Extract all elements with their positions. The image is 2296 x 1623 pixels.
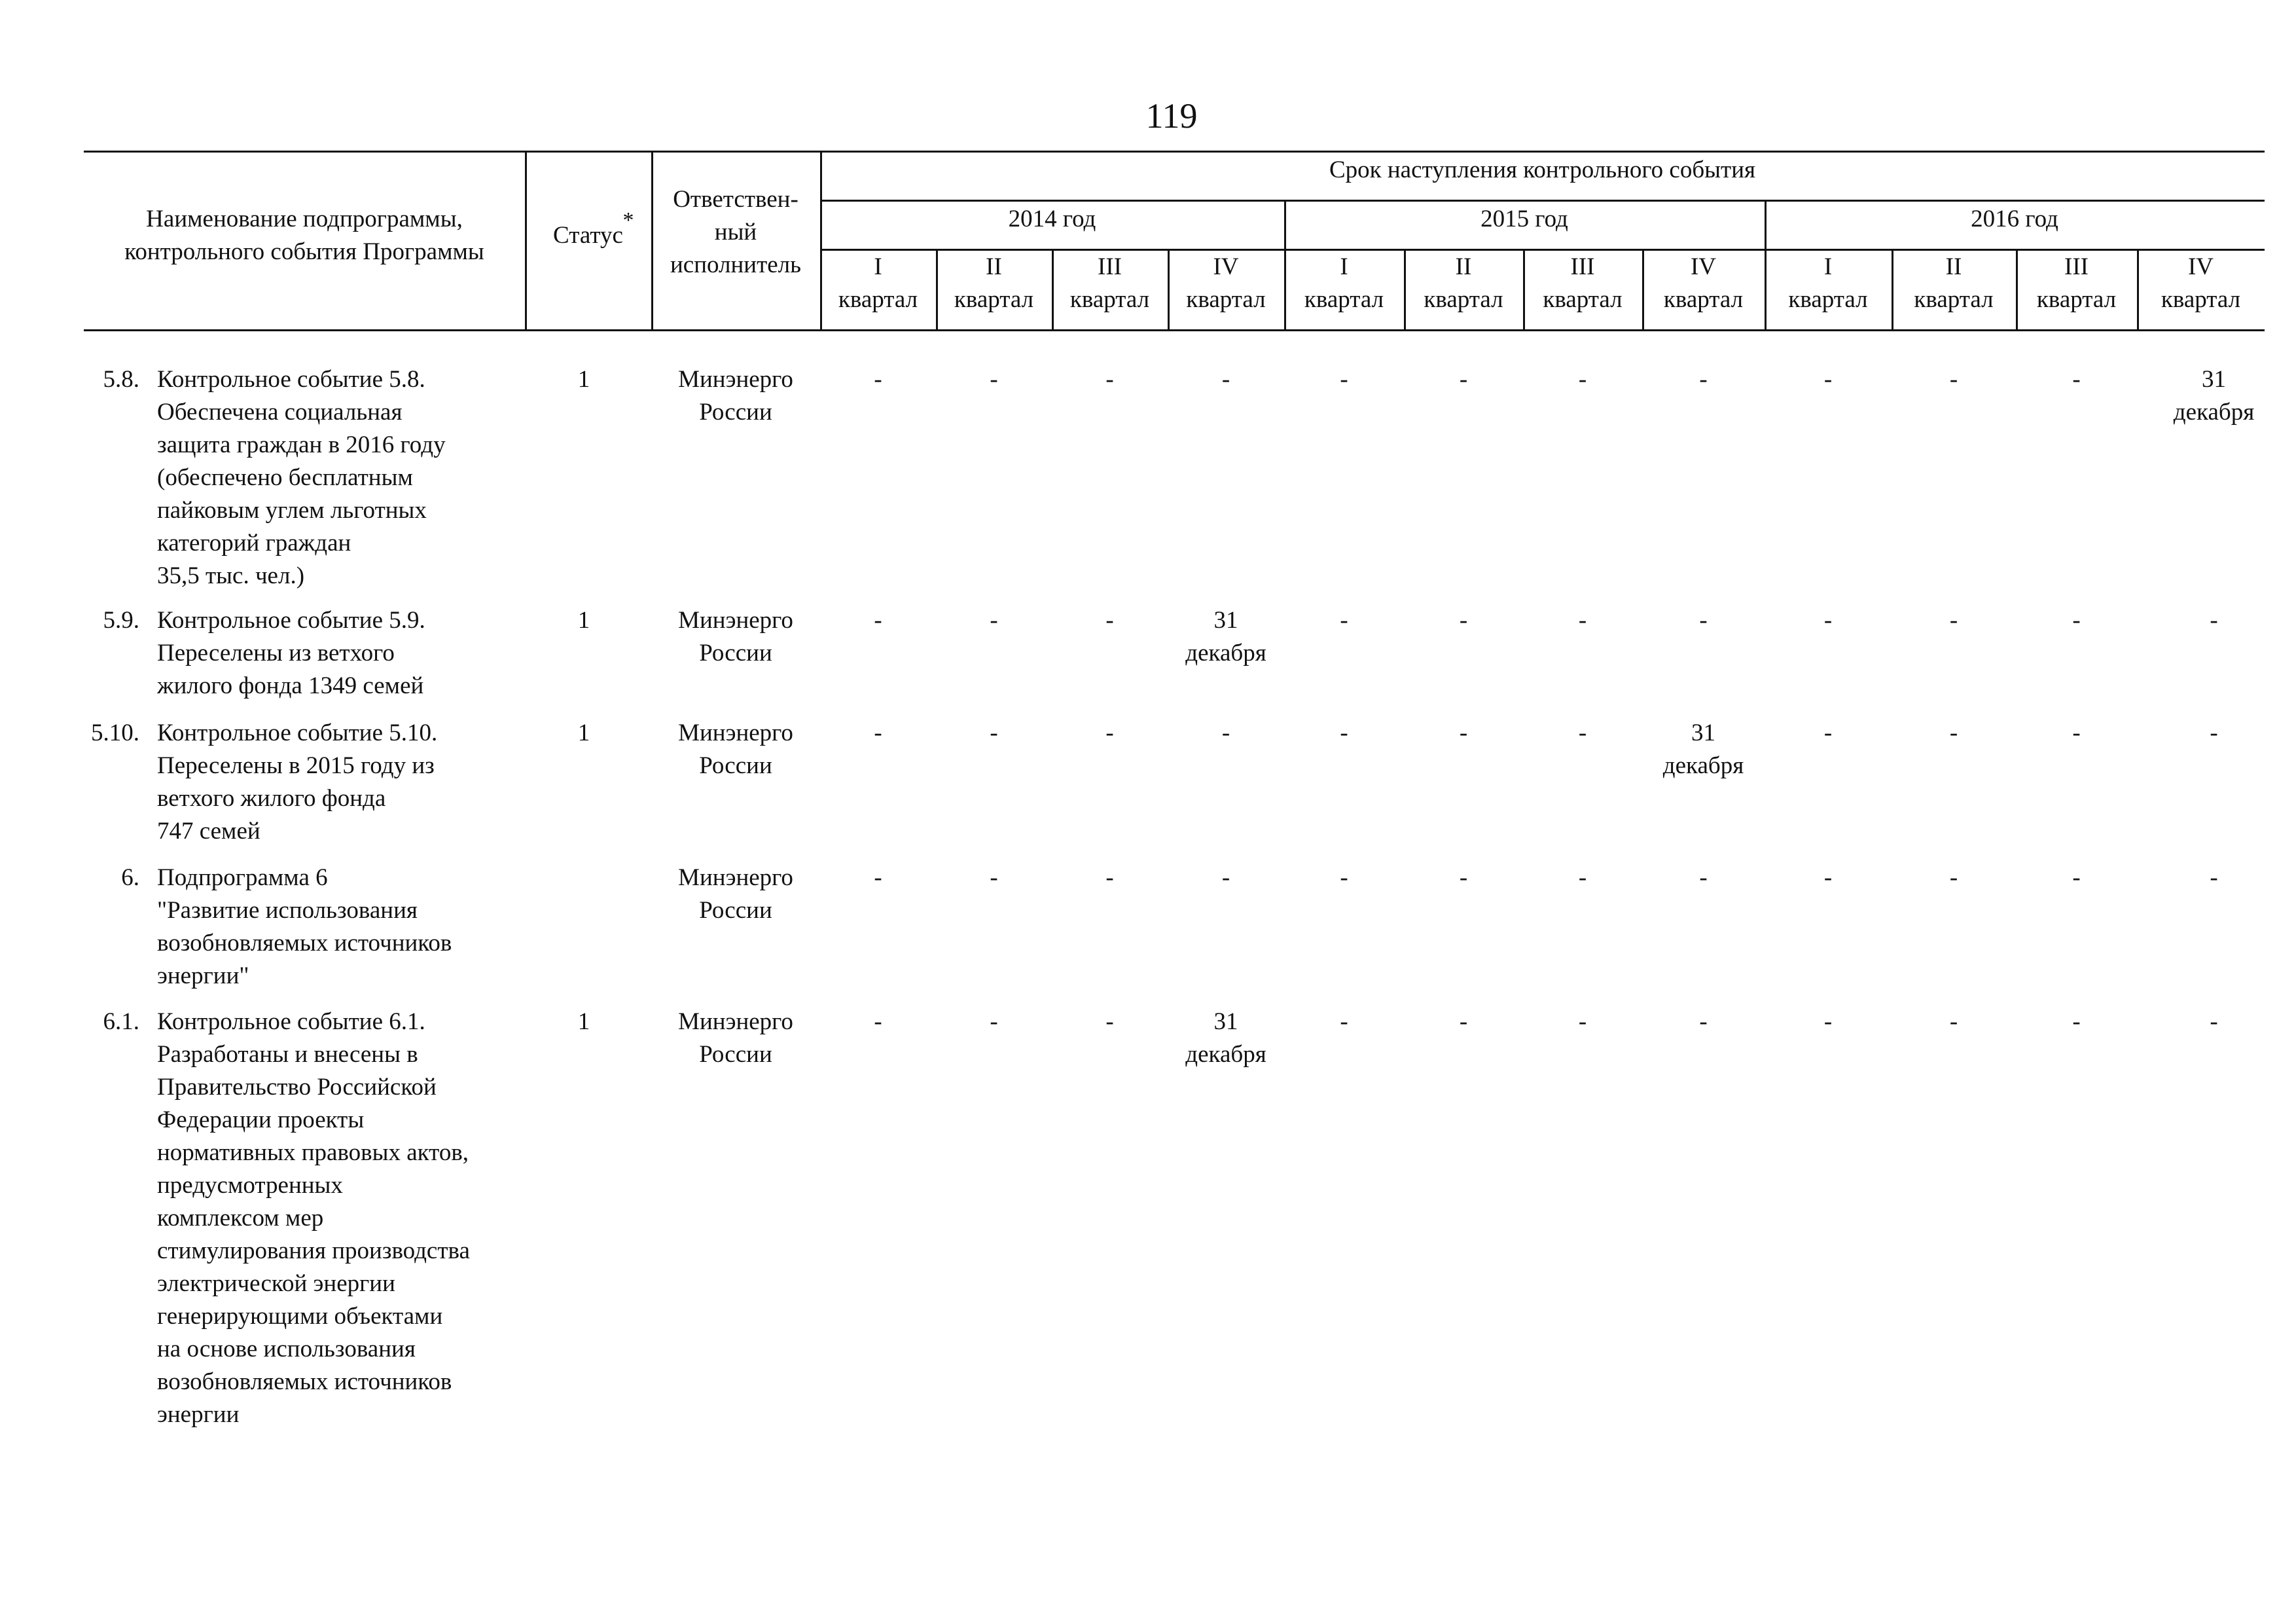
quarter-label: квартал <box>1304 286 1384 313</box>
event-name-line: "Развитие использования <box>157 897 418 924</box>
event-name-line: 35,5 тыс. чел.) <box>157 562 305 589</box>
executor-value: России <box>699 640 772 666</box>
deadline-dash: - <box>1823 720 1833 746</box>
quarter-label: квартал <box>1914 286 1994 313</box>
deadline-date: декабря <box>1185 1041 1266 1068</box>
deadline-dash: - <box>874 1008 882 1035</box>
deadline-dash: - <box>1459 864 1468 891</box>
row-number: 6.1. <box>103 1008 139 1035</box>
quarter-numeral: II <box>1455 253 1472 280</box>
deadline-dash: - <box>1949 1008 1958 1035</box>
deadline-dash: - <box>1949 607 1958 634</box>
deadline-dash: - <box>1823 1008 1833 1035</box>
event-name-line: (обеспечено бесплатным <box>157 464 413 491</box>
deadline-dash: - <box>2210 607 2218 634</box>
header-top-rule <box>84 151 2265 153</box>
year-header: 2014 год <box>1008 206 1096 232</box>
event-name-line: возобновляемых источников <box>157 1368 452 1395</box>
deadline-dash: - <box>1340 1008 1348 1035</box>
status-value: 1 <box>577 1008 590 1035</box>
deadline-dash: - <box>990 607 998 634</box>
row-number: 5.10. <box>91 720 139 746</box>
quarter-numeral: III <box>1570 253 1595 280</box>
deadline-dash: - <box>1949 366 1958 393</box>
executor-column-header: Ответствен- <box>673 186 798 213</box>
deadline-dash: - <box>1459 366 1468 393</box>
executor-column-header: исполнитель <box>670 251 802 278</box>
deadline-dash: - <box>1221 366 1230 393</box>
deadline-date: 31 <box>1213 1008 1238 1035</box>
quarter-label: квартал <box>1069 286 1150 313</box>
quarter-numeral: II <box>1945 253 1962 280</box>
deadline-header: Срок наступления контрольного события <box>1329 156 1756 183</box>
deadline-dash: - <box>1105 1008 1114 1035</box>
deadline-dash: - <box>1340 366 1348 393</box>
deadline-dash: - <box>1823 864 1833 891</box>
deadline-date: декабря <box>1185 640 1266 666</box>
deadline-dash: - <box>990 1008 998 1035</box>
quarter-label: квартал <box>954 286 1034 313</box>
deadline-dash: - <box>1459 607 1468 634</box>
status-value: 1 <box>577 366 590 393</box>
quarter-label: квартал <box>2161 286 2241 313</box>
deadline-dash: - <box>2210 864 2218 891</box>
deadline-dash: - <box>1699 607 1708 634</box>
executor-value: России <box>699 752 772 779</box>
executor-value: России <box>699 1041 772 1068</box>
executor-value: России <box>699 897 772 924</box>
executor-value: Минэнерго <box>678 1008 793 1035</box>
executor-column-header: ный <box>714 219 757 246</box>
event-name-line: Контрольное событие 6.1. <box>157 1008 425 1035</box>
deadline-dash: - <box>2072 864 2081 891</box>
deadline-dash: - <box>1823 607 1833 634</box>
deadline-date: 31 <box>1691 720 1715 746</box>
deadline-dash: - <box>1578 607 1587 634</box>
name-column-header: Наименование подпрограммы, <box>146 206 463 232</box>
deadline-dash: - <box>2072 607 2081 634</box>
deadline-dash: - <box>1340 720 1348 746</box>
status-value: 1 <box>577 607 590 634</box>
executor-value: России <box>699 399 772 426</box>
header-bottom-rule <box>84 329 2265 331</box>
name-column-header: контрольного события Программы <box>124 238 484 265</box>
event-name-line: энергии <box>157 1401 240 1428</box>
year-header: 2016 год <box>1971 206 2058 232</box>
deadline-dash: - <box>1459 720 1468 746</box>
event-name-line: стимулирования производства <box>157 1237 470 1264</box>
deadline-dash: - <box>1578 720 1587 746</box>
event-name-line: энергии" <box>157 962 249 989</box>
quarter-numeral: III <box>1098 253 1122 280</box>
quarter-numeral: II <box>986 253 1002 280</box>
deadline-dash: - <box>874 864 882 891</box>
deadline-dash: - <box>1105 864 1114 891</box>
deadline-dash: - <box>2072 366 2081 393</box>
deadline-dash: - <box>1578 864 1587 891</box>
deadline-dash: - <box>874 720 882 746</box>
event-name-line: нормативных правовых актов, <box>157 1139 469 1166</box>
executor-value: Минэнерго <box>678 720 793 746</box>
quarter-numeral: I <box>1823 253 1833 280</box>
deadline-dash: - <box>2072 720 2081 746</box>
deadline-dash: - <box>1823 366 1833 393</box>
status-footnote-mark: * <box>622 208 634 232</box>
executor-value: Минэнерго <box>678 864 793 891</box>
event-name-line: комплексом мер <box>157 1205 324 1231</box>
deadline-dash: - <box>990 864 998 891</box>
event-name-line: ветхого жилого фонда <box>157 785 386 812</box>
executor-value: Минэнерго <box>678 366 793 393</box>
event-name-line: пайковым углем льготных <box>157 497 427 524</box>
event-name-line: Федерации проекты <box>157 1106 365 1133</box>
executor-value: Минэнерго <box>678 607 793 634</box>
event-name-line: Правительство Российской <box>157 1074 437 1101</box>
event-name-line: Контрольное событие 5.10. <box>157 720 438 746</box>
event-name-line: защита граждан в 2016 году <box>157 431 446 458</box>
status-column-header: Статус <box>553 222 623 249</box>
quarter-label: квартал <box>1424 286 1503 313</box>
deadline-dash: - <box>1699 366 1708 393</box>
event-name-line: Контрольное событие 5.8. <box>157 366 425 393</box>
deadline-dash: - <box>874 607 882 634</box>
event-name-line: категорий граждан <box>157 530 351 556</box>
event-name-line: электрической энергии <box>157 1270 395 1297</box>
event-name-line: 747 семей <box>157 818 260 845</box>
deadline-dash: - <box>1578 366 1587 393</box>
event-name-line: генерирующими объектами <box>157 1303 443 1330</box>
event-name-line: предусмотренных <box>157 1172 343 1199</box>
year-header: 2015 год <box>1480 206 1568 232</box>
event-name-line: Переселены в 2015 году из <box>157 752 435 779</box>
quarter-numeral: IV <box>1213 253 1239 280</box>
quarter-numeral: IV <box>1690 253 1717 280</box>
event-name-line: на основе использования <box>157 1336 416 1362</box>
event-name-line: жилого фонда 1349 семей <box>157 672 424 699</box>
deadline-dash: - <box>1578 1008 1587 1035</box>
deadline-dash: - <box>1340 607 1348 634</box>
deadline-dash: - <box>2210 720 2218 746</box>
header-deadline-rule <box>820 200 2265 202</box>
deadline-dash: - <box>1459 1008 1468 1035</box>
deadline-dash: - <box>1949 864 1958 891</box>
deadline-date: 31 <box>1213 607 1238 634</box>
deadline-dash: - <box>1699 1008 1708 1035</box>
quarter-numeral: I <box>874 253 882 280</box>
quarter-label: квартал <box>1663 286 1744 313</box>
deadline-dash: - <box>1949 720 1958 746</box>
row-number: 6. <box>121 864 139 891</box>
event-name-line: Разработаны и внесены в <box>157 1041 418 1068</box>
event-name-line: Подпрограмма 6 <box>157 864 328 891</box>
deadline-dash: - <box>1105 366 1114 393</box>
row-number: 5.8. <box>103 366 139 393</box>
page-number: 119 <box>1145 96 1198 136</box>
deadline-dash: - <box>1105 720 1114 746</box>
deadline-dash: - <box>1340 864 1348 891</box>
event-name-line: Обеспечена социальная <box>157 399 403 426</box>
quarter-numeral: IV <box>2187 253 2214 280</box>
quarter-label: квартал <box>1543 286 1623 313</box>
event-name-line: Контрольное событие 5.9. <box>157 607 425 634</box>
event-name-line: возобновляемых источников <box>157 930 452 957</box>
deadline-date: декабря <box>2173 399 2255 426</box>
quarter-label: квартал <box>1186 286 1266 313</box>
deadline-dash: - <box>1221 864 1230 891</box>
deadline-dash: - <box>874 366 882 393</box>
status-value: 1 <box>577 720 590 746</box>
deadline-dash: - <box>1105 607 1114 634</box>
quarter-label: квартал <box>1788 286 1868 313</box>
deadline-dash: - <box>990 366 998 393</box>
deadline-dash: - <box>2210 1008 2218 1035</box>
event-name-line: Переселены из ветхого <box>157 640 395 666</box>
quarter-label: квартал <box>838 286 918 313</box>
deadline-dash: - <box>2072 1008 2081 1035</box>
row-number: 5.9. <box>103 607 139 634</box>
deadline-dash: - <box>1699 864 1708 891</box>
deadline-dash: - <box>990 720 998 746</box>
deadline-date: декабря <box>1662 752 1744 779</box>
quarter-numeral: I <box>1340 253 1348 280</box>
quarter-numeral: III <box>2064 253 2089 280</box>
deadline-date: 31 <box>2202 366 2226 393</box>
quarter-label: квартал <box>2036 286 2117 313</box>
deadline-dash: - <box>1221 720 1230 746</box>
